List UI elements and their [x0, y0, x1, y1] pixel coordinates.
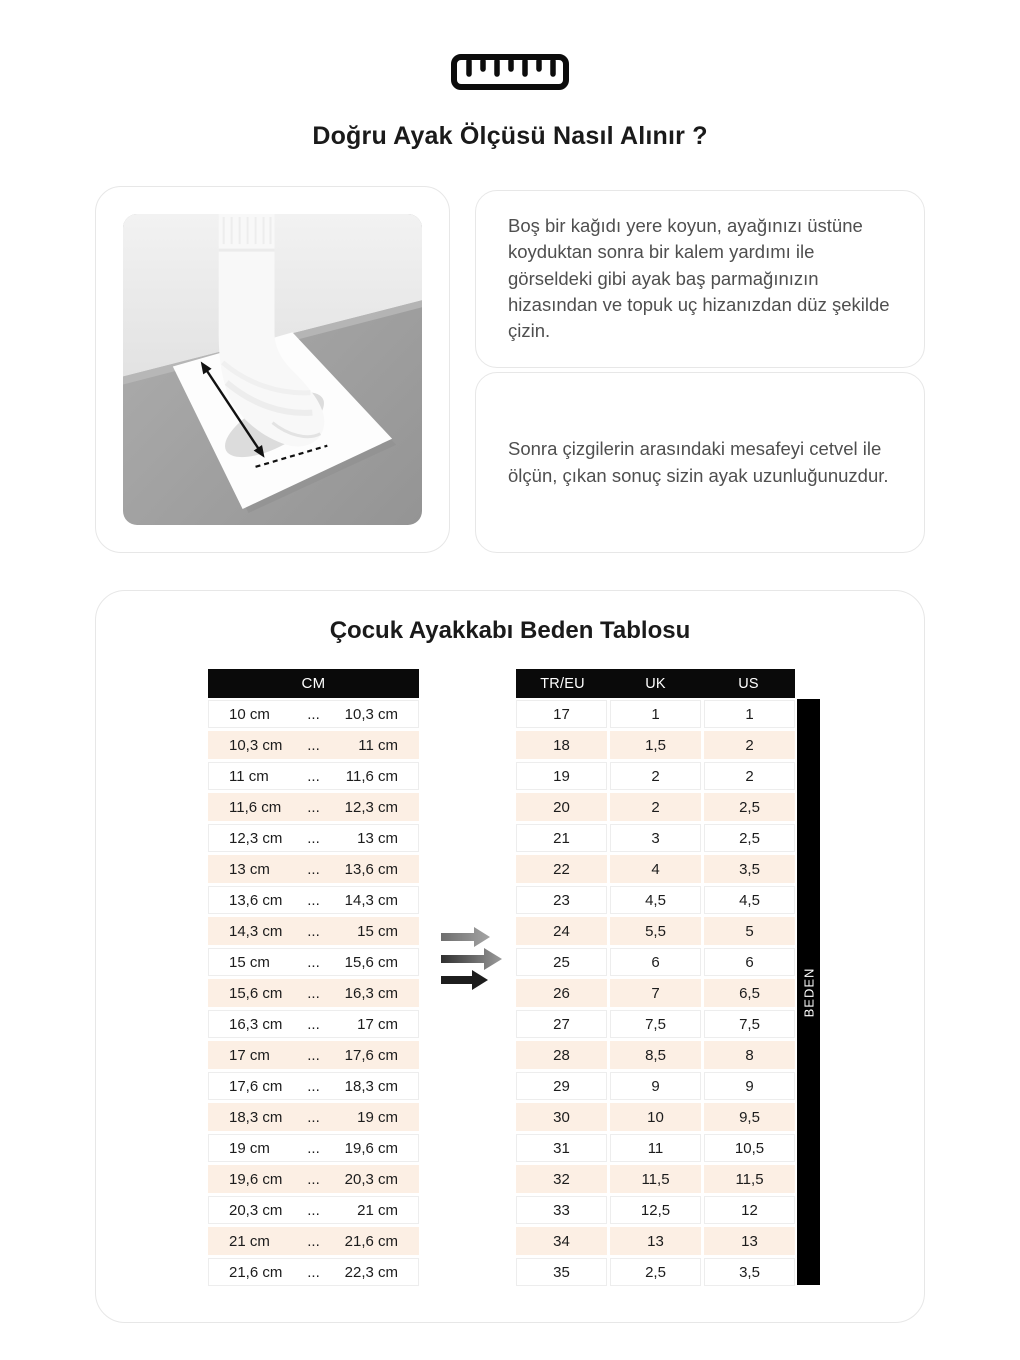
cm-value: 15,6 cm: [229, 984, 283, 1002]
cm-value: 13 cm: [229, 860, 270, 878]
cm-value: 19 cm: [229, 1139, 270, 1157]
size-cell: 2: [704, 731, 795, 759]
size-cell: 6: [610, 948, 701, 976]
size-cell: 21: [516, 824, 607, 852]
size-cell: 10: [610, 1103, 701, 1131]
size-cell: 13: [610, 1227, 701, 1255]
ruler-icon: [450, 53, 570, 91]
size-cell: 18: [516, 731, 607, 759]
size-cell: 7,5: [704, 1010, 795, 1038]
foot-measure-illustration: [123, 214, 422, 525]
foot-measure-photo: [123, 214, 422, 525]
instruction-text-2: Sonra çizgilerin arasındaki mesafeyi cetvel ile ölçün, çıkan sonuç sizin ayak uzunluğunuzdur.: [508, 438, 889, 486]
cm-value: 14,3 cm: [344, 891, 398, 909]
cm-value: 10,3 cm: [229, 736, 283, 754]
cm-value: ...: [307, 1139, 320, 1157]
size-cell: 24: [516, 917, 607, 945]
size-cell: 3,5: [704, 1258, 795, 1286]
size-cell: 19: [516, 762, 607, 790]
size-cell: 6: [704, 948, 795, 976]
cm-value: 21 cm: [357, 1201, 398, 1219]
instruction-text-1: Boş bir kağıdı yere koyun, ayağınızı üstüne koyduktan sonra bir kalem yardımı ile görseldeki gibi ayak baş parmağınızın hizasından ve topuk uç hizanızdan düz şekilde çizin.: [508, 215, 890, 342]
size-cell: 2,5: [610, 1258, 701, 1286]
size-table-header-row: [516, 669, 795, 698]
cm-value: 13 cm: [357, 829, 398, 847]
cm-value: ...: [307, 798, 320, 816]
cm-value: ...: [307, 1046, 320, 1064]
size-cell: 27: [516, 1010, 607, 1038]
size-table-card: [95, 590, 925, 1323]
cm-value: 19 cm: [357, 1108, 398, 1126]
ruler-icon-svg: [450, 53, 570, 91]
cm-value: ...: [307, 1108, 320, 1126]
cm-table: [208, 669, 419, 1289]
size-cell: 11,5: [704, 1165, 795, 1193]
size-cell: 9: [610, 1072, 701, 1100]
cm-table-row: [208, 700, 419, 728]
cm-value: ...: [307, 829, 320, 847]
cm-value: ...: [307, 1263, 320, 1281]
size-cell: 5,5: [610, 917, 701, 945]
cm-value: ...: [307, 953, 320, 971]
cm-table-row: [208, 1010, 419, 1038]
transfer-arrows-icon: [438, 919, 504, 993]
size-cell: 1: [610, 700, 701, 728]
size-cell: 4: [610, 855, 701, 883]
cm-value: ...: [307, 767, 320, 785]
cm-table-row: [208, 917, 419, 945]
cm-value: 20,3 cm: [229, 1201, 283, 1219]
cm-table-row: [208, 1227, 419, 1255]
cm-table-row: [208, 1165, 419, 1193]
size-cell: 11,5: [610, 1165, 701, 1193]
size-cell: 5: [704, 917, 795, 945]
cm-value: ...: [307, 736, 320, 754]
page-title: Doğru Ayak Ölçüsü Nasıl Alınır ?: [312, 122, 708, 150]
cm-table-row: [208, 762, 419, 790]
cm-value: 21,6 cm: [344, 1232, 398, 1250]
cm-table-row: [208, 1041, 419, 1069]
cm-value: 11 cm: [358, 736, 398, 754]
cm-value: 13,6 cm: [344, 860, 398, 878]
size-cell: 2: [610, 793, 701, 821]
size-cell: 31: [516, 1134, 607, 1162]
size-cell: 29: [516, 1072, 607, 1100]
cm-table-row: [208, 1103, 419, 1131]
cm-value: ...: [307, 922, 320, 940]
size-cell: 28: [516, 1041, 607, 1069]
cm-table-body: [208, 700, 419, 1286]
cm-table-row: [208, 1134, 419, 1162]
size-cell: 12: [704, 1196, 795, 1224]
cm-value: 16,3 cm: [229, 1015, 283, 1033]
size-cell: 3: [610, 824, 701, 852]
cm-table-row: [208, 855, 419, 883]
size-cell: 33: [516, 1196, 607, 1224]
cm-table-row: [208, 824, 419, 852]
size-cell: 13: [704, 1227, 795, 1255]
header-tr-eu: TR/EU: [540, 675, 585, 692]
transfer-arrows-svg: [438, 919, 504, 993]
cm-value: ...: [307, 1170, 320, 1188]
size-cell: 10,5: [704, 1134, 795, 1162]
size-cell: 4,5: [704, 886, 795, 914]
cm-value: ...: [307, 891, 320, 909]
cm-value: 10,3 cm: [344, 705, 398, 723]
size-cell: 32: [516, 1165, 607, 1193]
size-cell: 25: [516, 948, 607, 976]
beden-side-label-text: BEDEN: [801, 967, 817, 1017]
cm-value: 20,3 cm: [344, 1170, 398, 1188]
cm-value: ...: [307, 984, 320, 1002]
size-cell: 30: [516, 1103, 607, 1131]
header-uk: UK: [645, 675, 666, 692]
size-cell: 6,5: [704, 979, 795, 1007]
cm-value: 11 cm: [229, 767, 269, 785]
cm-value: ...: [307, 1077, 320, 1095]
size-cell: 23: [516, 886, 607, 914]
cm-value: ...: [307, 1201, 320, 1219]
cm-value: 17,6 cm: [229, 1077, 283, 1095]
size-cell: 2: [610, 762, 701, 790]
cm-table-row: [208, 1196, 419, 1224]
size-cell: 34: [516, 1227, 607, 1255]
cm-value: 11,6 cm: [229, 798, 282, 816]
cm-table-row: [208, 948, 419, 976]
cm-table-row: [208, 979, 419, 1007]
cm-value: ...: [307, 1232, 320, 1250]
size-cell: 11: [610, 1134, 701, 1162]
cm-table-row: [208, 1072, 419, 1100]
size-cell: 22: [516, 855, 607, 883]
cm-value: 10 cm: [229, 705, 270, 723]
size-cell: 3,5: [704, 855, 795, 883]
size-cell: 4,5: [610, 886, 701, 914]
size-cell: 2,5: [704, 793, 795, 821]
cm-value: 19,6 cm: [229, 1170, 283, 1188]
cm-value: 14,3 cm: [229, 922, 283, 940]
size-cell: 9: [704, 1072, 795, 1100]
cm-value: 21,6 cm: [229, 1263, 283, 1281]
size-cell: 8,5: [610, 1041, 701, 1069]
cm-value: 15 cm: [229, 953, 270, 971]
cm-value: 15,6 cm: [344, 953, 398, 971]
cm-value: 21 cm: [229, 1232, 270, 1250]
cm-table-row: [208, 1258, 419, 1286]
cm-value: 12,3 cm: [229, 829, 283, 847]
cm-value: 18,3 cm: [229, 1108, 283, 1126]
size-cell: 12,5: [610, 1196, 701, 1224]
size-cell: 8: [704, 1041, 795, 1069]
cm-value: 17 cm: [229, 1046, 270, 1064]
size-cell: 1,5: [610, 731, 701, 759]
size-table-body: [516, 700, 795, 1286]
cm-table-row: [208, 886, 419, 914]
size-cell: 7: [610, 979, 701, 1007]
cm-value: 12,3 cm: [344, 798, 398, 816]
cm-table-header: CM: [208, 669, 419, 698]
cm-value: 22,3 cm: [344, 1263, 398, 1281]
size-cell: 2,5: [704, 824, 795, 852]
cm-table-row: [208, 793, 419, 821]
cm-value: 15 cm: [357, 922, 398, 940]
instruction-card-2: [475, 372, 925, 553]
size-cell: 35: [516, 1258, 607, 1286]
cm-value: 16,3 cm: [344, 984, 398, 1002]
cm-table-row: [208, 731, 419, 759]
size-cell: 1: [704, 700, 795, 728]
cm-value: ...: [307, 1015, 320, 1033]
cm-value: 19,6 cm: [344, 1139, 398, 1157]
size-cell: 26: [516, 979, 607, 1007]
beden-side-label: [797, 699, 820, 1285]
size-cell: 17: [516, 700, 607, 728]
cm-value: ...: [307, 705, 320, 723]
cm-value: 18,3 cm: [344, 1077, 398, 1095]
size-cell: 2: [704, 762, 795, 790]
size-cell: 20: [516, 793, 607, 821]
cm-value: 17 cm: [357, 1015, 398, 1033]
header-us: US: [738, 675, 759, 692]
cm-value: 13,6 cm: [229, 891, 283, 909]
foot-photo-card: [95, 186, 450, 553]
cm-value: 11,6 cm: [345, 767, 398, 785]
size-cell: 7,5: [610, 1010, 701, 1038]
size-table-title: Çocuk Ayakkabı Beden Tablosu: [329, 617, 691, 644]
cm-value: ...: [307, 860, 320, 878]
instruction-card-1: [475, 190, 925, 368]
size-cell: 9,5: [704, 1103, 795, 1131]
cm-value: 17,6 cm: [344, 1046, 398, 1064]
size-conversion-table: [516, 669, 795, 1286]
